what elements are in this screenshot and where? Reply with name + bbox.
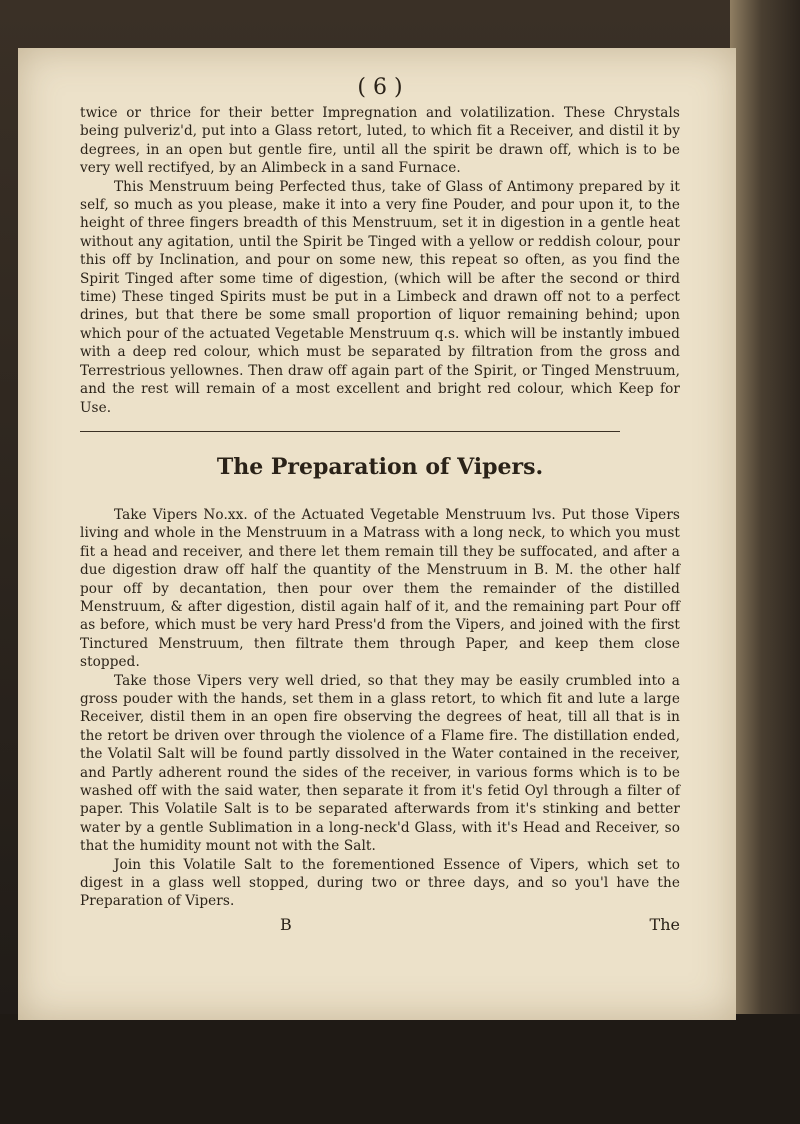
page-number: ( 6 ) (357, 75, 403, 100)
section-menstruum (80, 104, 680, 417)
section-heading: The Preparation of Vipers. (216, 453, 544, 480)
paragraph: This Menstruum being Perfected thus, take of Glass of Antimony prepared by it self, so much as you please, make it into a very fine Pouder, and pour upon it, to the height of three fingers breadth of this Menstruum, set it in digestion in a gentle heat without any agitation, until the Spirit be Tinged with a yellow or reddish colour, pour this off by Inclination, and pour on some new, this repeat so often, as you find the Spirit Tinged after some time of digestion, (which will be after the second or third time) These tinged Spirits must be put in a Limbeck and drawn off not to a perfect drines, but that there be some small proportion of liquor remaining behind; upon which pour of the actuated Vegetable Menstruum q.s. which will be instantly imbued with a deep red colour, which must be separated by filtration from the gross and Terrestrious yellownes. Then draw off again part of the Spirit, or Tinged Menstruum, and the rest will remain of a most excellent and bright red colour, which Keep for Use. (80, 178, 680, 416)
paragraph: Join this Volatile Salt to the forementioned Essence of Vipers, which set to digest in a glass well stopped, during two or three days, and so you'l have the Preparation of Vipers. (80, 856, 680, 910)
book-edge (730, 0, 800, 1124)
catchword: The (649, 914, 680, 934)
paragraph: twice or thrice for their better Impregnation and volatilization. These Chrystals being pulveriz'd, put into a Glass retort, luted, to which fit a Receiver, and distil it by degrees, in an open but gentle fire, until all the spirit be drawn off, which is to be very well rectifyed, by an Alimbeck in a sand Furnace. (80, 105, 680, 177)
paragraph: Take Vipers No.xx. of the Actuated Vegetable Menstruum lvs. Put those Vipers living and whole in the Menstruum in a Matrass with a long neck, to which you must fit a head and receiver, and there let them remain till they be suffocated, and after a due digestion draw off half the quantity of the Menstruum in B. M. the other half pour off by decantation, then pour over them the remainder of the distilled Menstruum, & after digestion, distil again half of it, and the remaining part Pour off as before, which must be very hard Press'd from the Vipers, and joined with the first Tinctured Menstruum, then filtrate them through Paper, and keep them close stopped. (80, 506, 680, 671)
section-divider (80, 431, 620, 432)
paragraph: Take those Vipers very well dried, so that they may be easily crumbled into a gross pouder with the hands, set them in a glass retort, to which fit and lute a large Receiver, distil them in an open fire observing the degrees of heat, till all that is in the retort be driven over through the violence of a Flame fire. The distillation ended, the Volatil Salt will be found partly dissolved in the Water contained in the receiver, and Partly adherent round the sides of the receiver, in various forms which is to be washed off with the said water, then separate it from it's fetid Oyl through a filter of paper. This Volatile Salt is to be separated afterwards from it's stinking and better water by a gentle Sublimation in a long-neck'd Glass, with it's Head and Receiver, so that the humidity mount not with the Salt. (80, 672, 680, 855)
page-footer (80, 915, 680, 935)
signature-mark: B (280, 914, 292, 934)
scan-bottom-border (0, 1014, 800, 1124)
book-page (18, 48, 736, 1020)
section-vipers (80, 506, 680, 911)
page-content (80, 76, 680, 935)
